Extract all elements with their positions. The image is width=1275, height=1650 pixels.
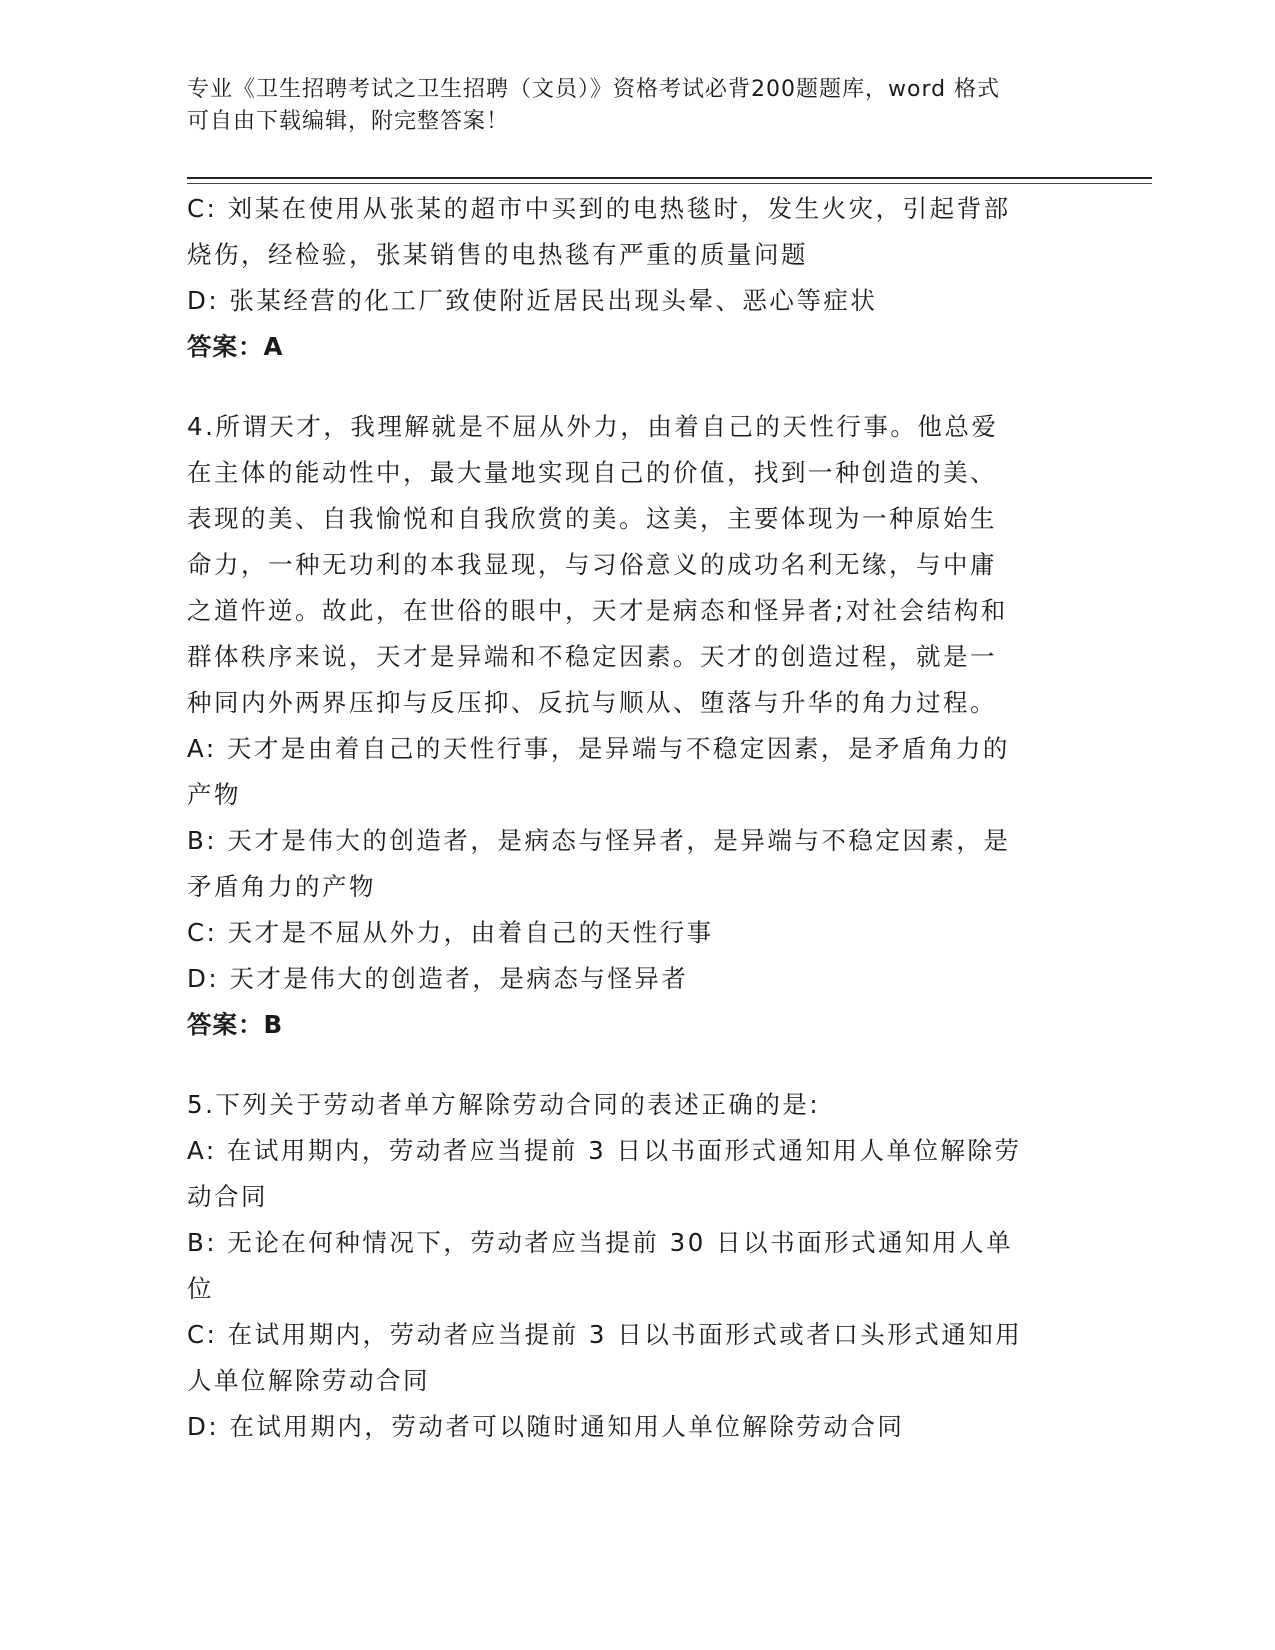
option-line: D: 在试用期内，劳动者可以随时通知用人单位解除劳动合同 bbox=[187, 1412, 905, 1441]
question-stem bbox=[187, 1082, 1087, 1128]
option-line: A: 天才是由着自己的天性行事，是异端与不稳定因素，是矛盾角力的 bbox=[187, 734, 1010, 763]
answer-label: 答案：B bbox=[187, 1010, 284, 1039]
option-line: C: 天才是不屈从外力，由着自己的天性行事 bbox=[187, 918, 714, 947]
option-line: D: 张某经营的化工厂致使附近居民出现头晕、恶心等症状 bbox=[187, 286, 878, 315]
option-a bbox=[187, 1128, 1087, 1220]
question-5 bbox=[187, 1082, 1087, 1450]
stem-line: 在主体的能动性中，最大量地实现自己的价值，找到一种创造的美、 bbox=[187, 458, 997, 487]
option-line: A: 在试用期内，劳动者应当提前 3 日以书面形式通知用人单位解除劳 bbox=[187, 1136, 1022, 1165]
option-c bbox=[187, 910, 1087, 956]
stem-line: 之道忤逆。故此，在世俗的眼中，天才是病态和怪异者;对社会结构和 bbox=[187, 596, 1008, 625]
option-line: 位 bbox=[187, 1274, 214, 1303]
question-4 bbox=[187, 404, 1087, 1048]
option-d bbox=[187, 1404, 1087, 1450]
option-line: B: 天才是伟大的创造者，是病态与怪异者，是异端与不稳定因素，是 bbox=[187, 826, 1011, 855]
header-title-line-2: 可自由下载编辑，附完整答案！ bbox=[187, 109, 510, 134]
header-divider-thick bbox=[187, 177, 1152, 179]
option-line: 矛盾角力的产物 bbox=[187, 872, 376, 901]
stem-line: 种同内外两界压抑与反压抑、反抗与顺从、堕落与升华的角力过程。 bbox=[187, 688, 997, 717]
stem-line: 群体秩序来说，天才是异端和不稳定因素。天才的创造过程，就是一 bbox=[187, 642, 997, 671]
option-d bbox=[187, 278, 1087, 324]
stem-line: 表现的美、自我愉悦和自我欣赏的美。这美，主要体现为一种原始生 bbox=[187, 504, 997, 533]
answer-label: 答案：A bbox=[187, 332, 284, 361]
document-header bbox=[187, 74, 1087, 138]
stem-line: 5.下列关于劳动者单方解除劳动合同的表述正确的是: bbox=[187, 1090, 821, 1119]
option-b bbox=[187, 818, 1087, 910]
option-line: 动合同 bbox=[187, 1182, 268, 1211]
option-line: D: 天才是伟大的创造者，是病态与怪异者 bbox=[187, 964, 689, 993]
option-c bbox=[187, 1312, 1087, 1404]
document-body bbox=[187, 186, 1087, 1450]
option-b bbox=[187, 1220, 1087, 1312]
question-stem bbox=[187, 404, 1087, 726]
option-d bbox=[187, 956, 1087, 1002]
option-line: C: 刘某在使用从张某的超市中买到的电热毯时，发生火灾，引起背部 bbox=[187, 194, 1011, 223]
option-line: 人单位解除劳动合同 bbox=[187, 1366, 430, 1395]
option-line: B: 无论在何种情况下，劳动者应当提前 30 日以书面形式通知用人单 bbox=[187, 1228, 1014, 1257]
option-line: 产物 bbox=[187, 780, 241, 809]
header-title-line-1: 专业《卫生招聘考试之卫生招聘（文员）》资格考试必背200题题库，word 格式 bbox=[187, 77, 1001, 102]
option-line: C: 在试用期内，劳动者应当提前 3 日以书面形式或者口头形式通知用 bbox=[187, 1320, 1023, 1349]
option-c bbox=[187, 186, 1087, 278]
stem-line: 4.所谓天才，我理解就是不屈从外力，由着自己的天性行事。他总爱 bbox=[187, 412, 999, 441]
option-a bbox=[187, 726, 1087, 818]
stem-line: 命力，一种无功利的本我显现，与习俗意义的成功名利无缘，与中庸 bbox=[187, 550, 997, 579]
header-divider-thin bbox=[187, 183, 1152, 184]
option-line: 烧伤，经检验，张某销售的电热毯有严重的质量问题 bbox=[187, 240, 808, 269]
question-3-tail bbox=[187, 186, 1087, 370]
